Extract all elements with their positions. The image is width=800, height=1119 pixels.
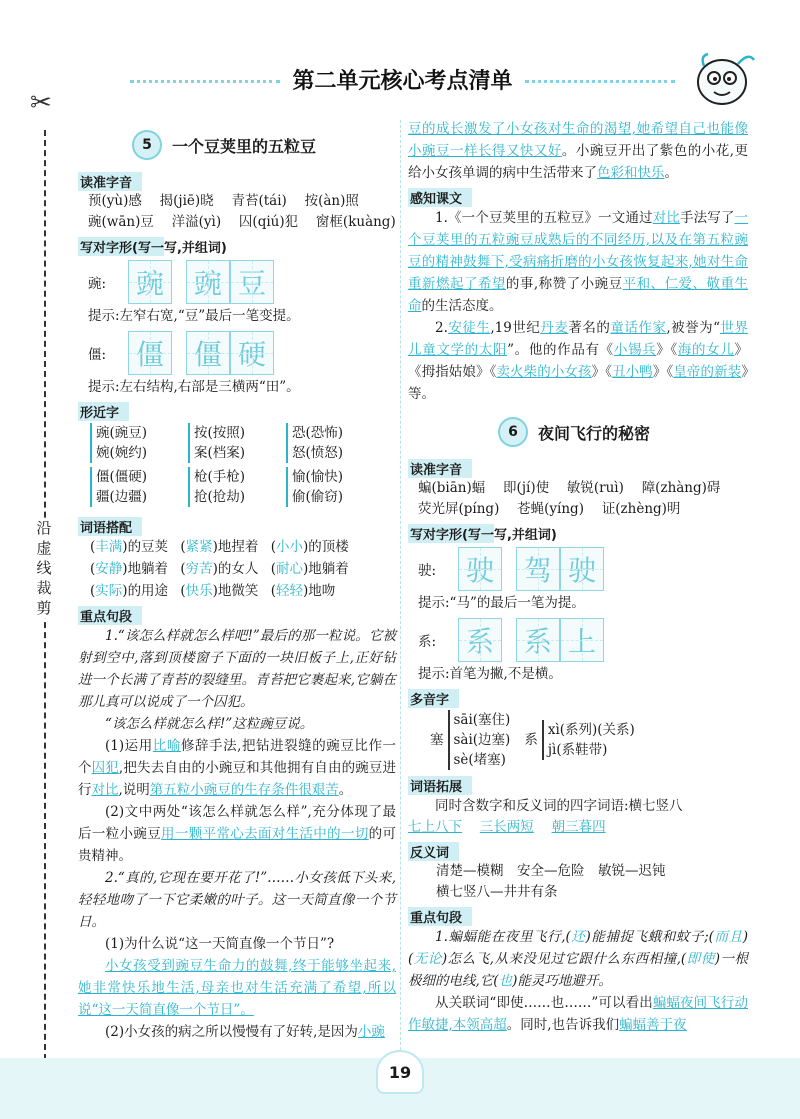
similar-chars-group: 恐(恐怖) 怒(愤怒) xyxy=(286,423,376,463)
column-divider xyxy=(400,120,401,1060)
collocation-row: (安静)地躺着 (穷苦)的女人 (耐心)地躺着 xyxy=(90,561,349,577)
polyphone-block xyxy=(430,710,748,770)
lesson-number-badge: 6 xyxy=(498,417,528,447)
section-heading: 写对字形(写一写,并组词) xyxy=(78,237,237,256)
similar-chars-grid xyxy=(90,423,396,511)
pronunciation-row xyxy=(408,478,748,499)
writing-label: 系: xyxy=(418,634,437,650)
writing-label: 僵: xyxy=(88,347,107,363)
expand-answers: 七上八下 三长两短 朝三暮四 xyxy=(408,819,606,835)
pron-item: 豌(wān)豆 xyxy=(88,214,154,230)
lesson-title xyxy=(498,415,748,449)
perceive-paragraph: 2.安徒生,19世纪丹麦著名的童话作家,被誉为“世界儿童文学的太阳”。他的作品有《小锡兵》《海的女儿》《拇指姑娘》《卖火柴的小女孩》《丑小鸭》《皇帝的新装》等。 xyxy=(408,320,749,402)
pron-item: 敏锐(ruì) xyxy=(566,480,624,496)
expand-text: 同时含数字和反义词的四字词语:横七竖八 xyxy=(435,798,683,814)
writing-grid-box: 系 xyxy=(516,618,560,662)
writing-practice-row xyxy=(88,331,396,375)
pron-item: 障(zhàng)碍 xyxy=(641,480,721,496)
scissors-icon: ✂ xyxy=(30,88,52,118)
similar-chars-group: 枪(手枪) 抢(抢劫) xyxy=(188,467,278,507)
excerpt-paragraph: 1.“该怎么样就怎么样吧!”最后的那一粒说。它被射到空中,落到顶楼窗子下面的一块旧板子上,正好钻进一个长满了青苔的裂缝里。青苔把它裹起来,它躺在那儿真可以说成了一个囚犯。 xyxy=(78,628,396,710)
page-header xyxy=(0,56,800,106)
antonym-row: 清楚—模糊 安全—危险 敏锐—迟钝 xyxy=(436,863,666,879)
pronunciation-row xyxy=(78,191,396,212)
section-heading: 重点句段 xyxy=(78,606,142,625)
pron-item: 窗框(kuàng) xyxy=(315,214,396,230)
section-heading: 重点句段 xyxy=(408,907,472,926)
lesson-name: 夜间飞行的秘密 xyxy=(538,423,651,443)
writing-grid-box: 驶 xyxy=(560,547,604,591)
writing-grid-box: 豌 xyxy=(128,260,172,304)
pron-item: 蝙(biān)蝠 xyxy=(418,480,486,496)
section-heading: 多音字 xyxy=(408,689,459,708)
writing-grid-box: 上 xyxy=(560,618,604,662)
page-number: 19 xyxy=(376,1050,424,1094)
pron-item: 预(yù)感 xyxy=(88,193,142,209)
lesson-title xyxy=(132,128,396,162)
writing-grid-box: 僵 xyxy=(128,331,172,375)
page-title: 第二单元核心考点清单 xyxy=(292,69,513,94)
pron-item: 荧光屏(píng) xyxy=(418,501,500,517)
right-column xyxy=(408,118,748,1036)
pron-item: 证(zhèng)明 xyxy=(601,501,681,517)
pron-item: 洋溢(yì) xyxy=(171,214,222,230)
section-heading: 感知课文 xyxy=(408,188,472,207)
writing-label: 驶: xyxy=(418,563,437,579)
pronunciation-row xyxy=(408,499,748,520)
writing-tip: 提示:首笔为撇,不是横。 xyxy=(418,666,562,682)
answer-text: 小女孩受到豌豆生命力的鼓舞,终于能够坐起来,她非常快乐地生活,母亲也对生活充满了希望,所以说“这一天简直像一个节日”。 xyxy=(78,958,396,1018)
answer-paragraph: (1)运用比喻修辞手法,把钻进裂缝的豌豆比作一个囚犯,把失去自由的小豌豆和其他拥有自由的豌豆进行对比,说明第五粒小豌豆的生存条件很艰苦。 xyxy=(78,738,397,798)
writing-grid-box: 驾 xyxy=(516,547,560,591)
antonym-row: 横七竖八—井井有条 xyxy=(436,884,558,900)
writing-tip: 提示:左窄右宽,“豆”最后一笔变提。 xyxy=(88,308,300,324)
writing-grid-box: 豆 xyxy=(230,260,274,304)
question-text: (1)为什么说“这一天简直像一个节日”? xyxy=(105,936,335,952)
answer-continuation: 豆的成长激发了小女孩对生命的渴望,她希望自己也能像小豌豆一样长得又快又好。小豌豆开出了紫色的小花,更给小女孩单调的病中生活带来了色彩和快乐。 xyxy=(408,121,749,181)
lesson-number-badge: 5 xyxy=(132,130,162,160)
pron-item: 揭(jiē)晓 xyxy=(159,193,214,209)
writing-grid-box: 豌 xyxy=(186,260,230,304)
perceive-paragraph: 1.《一个豆荚里的五粒豆》一文通过对比手法写了一个豆荚里的五粒豌豆成熟后的不同经历,以及在第五粒豌豆的精神鼓舞下,受病痛折磨的小女孩恢复起来,她对生命重新燃起了希望的事,称赞了小豌豆平和、仁爱、敬重生命的生活态度。 xyxy=(408,210,749,314)
lesson-name: 一个豆荚里的五粒豆 xyxy=(172,136,317,156)
pron-item: 按(àn)照 xyxy=(304,193,359,209)
section-heading: 形近字 xyxy=(78,402,129,421)
similar-chars-group: 僵(僵硬) 疆(边疆) xyxy=(90,467,180,507)
excerpt-paragraph: 2.“真的,它现在要开花了!”……小女孩低下头来,轻轻地吻了一下它柔嫩的叶子。这一天简直像一个节日。 xyxy=(78,870,396,930)
writing-grid-box: 系 xyxy=(458,618,502,662)
section-heading: 写对字形(写一写,并组词) xyxy=(408,524,567,543)
collocation-row: (丰满)的豆荚 (紧紧)地捏着 (小小)的顶楼 xyxy=(90,539,349,555)
similar-chars-group: 愉(愉快) 偷(偷窃) xyxy=(286,467,376,507)
collocation-row: (实际)的用途 (快乐)地微笑 (轻轻)地吻 xyxy=(90,583,336,599)
answer-paragraph: (2)小女孩的病之所以慢慢有了好转,是因为小豌 xyxy=(105,1024,385,1040)
answer-paragraph: (2)文中两处“该怎么样就怎么样”,充分体现了最后一粒小豌豆用一颗平常心去面对生活中的一切的可贵精神。 xyxy=(78,804,397,864)
writing-tip: 提示:左右结构,右部是三横两“田”。 xyxy=(88,379,300,395)
pron-item: 青苔(tái) xyxy=(231,193,287,209)
polyphone-readings: xì(系列)(关系) jì(系鞋带) xyxy=(542,720,635,760)
header-dotted-line-right xyxy=(525,80,675,83)
excerpt-quote: “该怎么样就怎么样!”这粒豌豆说。 xyxy=(105,716,314,732)
excerpt-paragraph: 1.蝙蝠能在夜里飞行,(还)能捕捉飞蛾和蚊子;(而且)(无论)怎么飞,从来没见过它跟什么东西相撞,(即使)一根极细的电线,它(也)能灵巧地避开。 xyxy=(408,929,749,989)
pronunciation-row xyxy=(78,212,396,233)
section-heading: 读准字音 xyxy=(408,459,472,478)
writing-grid-box: 僵 xyxy=(186,331,230,375)
section-heading: 读准字音 xyxy=(78,172,142,191)
pron-item: 即(jí)使 xyxy=(503,480,550,496)
cut-instruction: 沿虚线裁剪 xyxy=(32,518,56,618)
writing-label: 豌: xyxy=(88,276,107,292)
answer-paragraph: 从关联词“即使……也……”可以看出蝙蝠夜间飞行动作敏捷,本领高超。同时,也告诉我们蝙蝠善于夜 xyxy=(408,995,748,1033)
cartoon-mascot-icon xyxy=(690,48,760,110)
writing-grid-box: 驶 xyxy=(458,547,502,591)
left-column xyxy=(78,118,396,1043)
writing-tip: 提示:“马”的最后一笔为提。 xyxy=(418,595,585,611)
pron-item: 苍蝇(yíng) xyxy=(517,501,584,517)
polyphone-readings: sāi(塞住) sài(边塞) sè(堵塞) xyxy=(448,710,511,770)
section-heading: 反义词 xyxy=(408,842,459,861)
section-heading: 词语拓展 xyxy=(408,776,472,795)
writing-practice-row xyxy=(418,547,748,591)
polyphone-char: 塞 xyxy=(430,732,444,748)
pron-item: 囚(qiú)犯 xyxy=(238,214,299,230)
similar-chars-group: 按(按照) 案(档案) xyxy=(188,423,278,463)
polyphone-char: 系 xyxy=(524,732,538,748)
header-dotted-line-left xyxy=(130,80,280,83)
similar-chars-group: 豌(豌豆) 婉(婉约) xyxy=(90,423,180,463)
section-heading: 词语搭配 xyxy=(78,517,142,536)
writing-practice-row xyxy=(88,260,396,304)
writing-practice-row xyxy=(418,618,748,662)
writing-grid-box: 硬 xyxy=(230,331,274,375)
